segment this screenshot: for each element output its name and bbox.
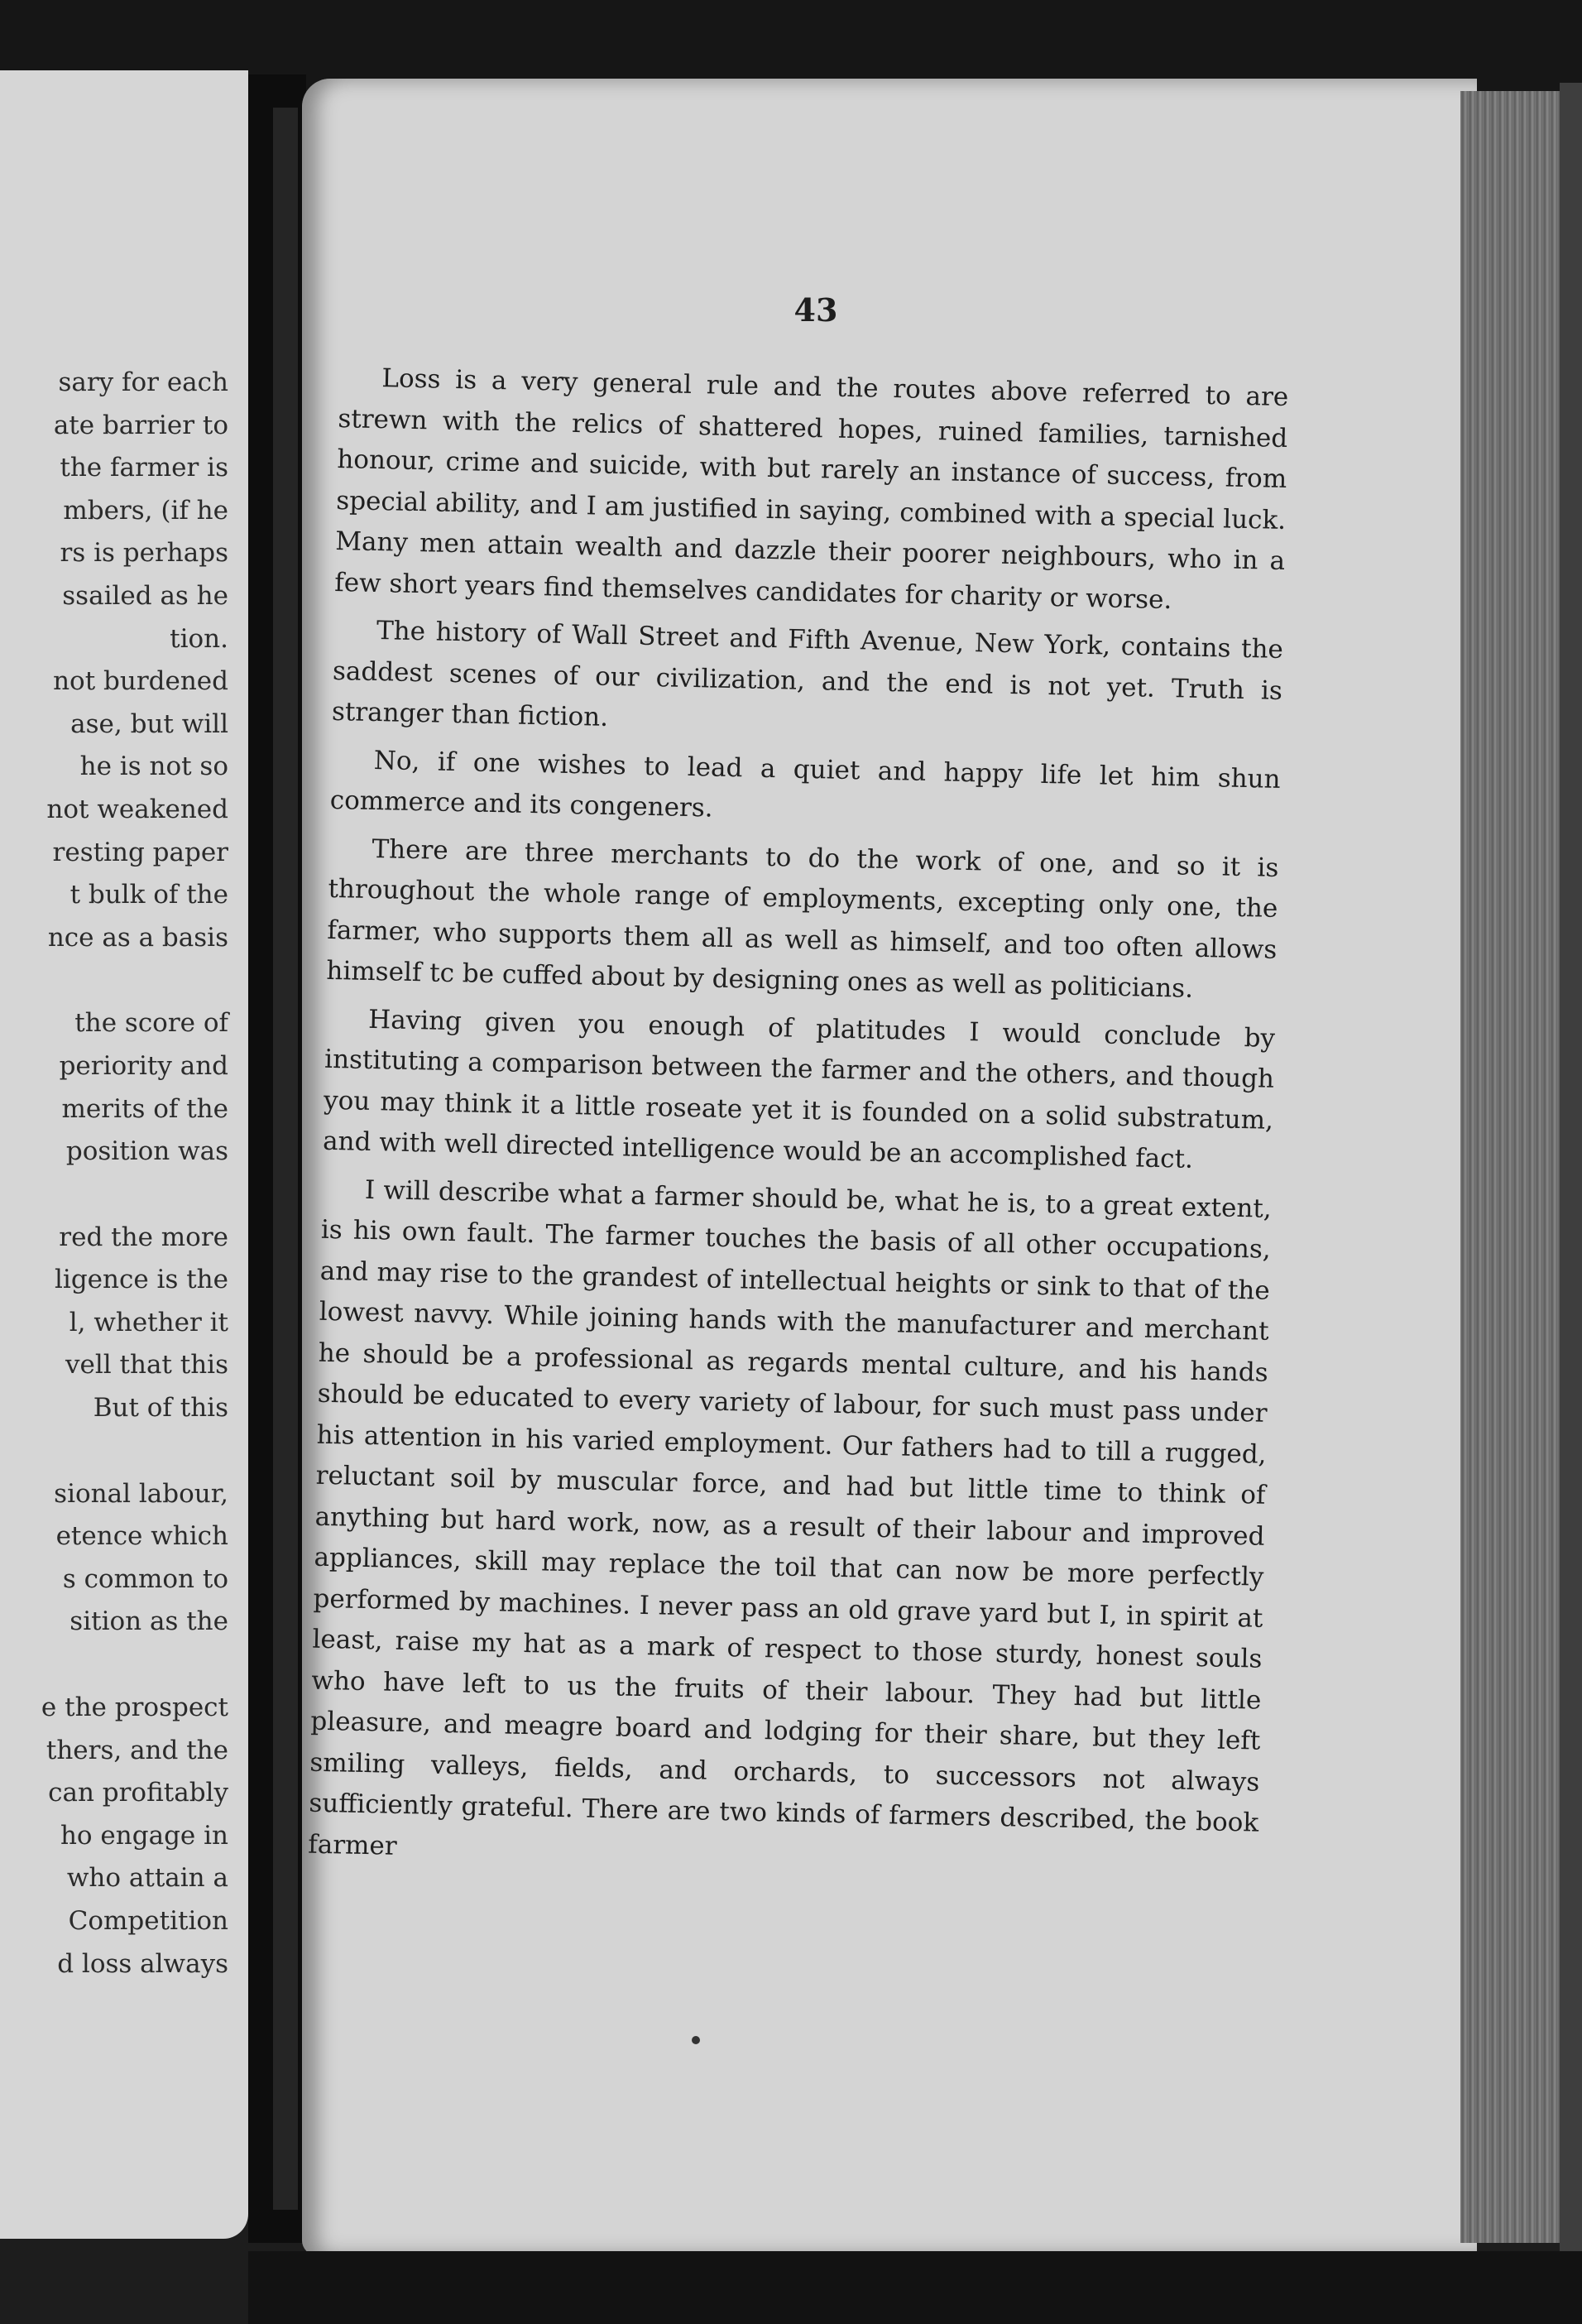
left-page-line: the farmer is (60, 453, 228, 483)
left-page-line: ligence is the (55, 1265, 228, 1295)
page-fore-edge (1460, 91, 1560, 2243)
left-page-line: nce as a basis (47, 922, 228, 953)
paragraph: I will describe what a farmer should be, what he is, to a great extent, is his own fault. The farmer touches the basis of all other occupations, and may rise to the grandest of intellectual heights or sink to that of the lowest navvy. While joining hands with the manufacturer and merchant he should be a professional as regards mental culture, and his hands should be educated to every variety of labour, for such must pass under his attention in his varied employment. Our fathers had to till a rugged, reluctant soil by muscular force, and had but little time to think of anything but hard work, now, as a result of their labour and improved appliances, skill may replace the toil that can now be more perfectly performed by machines. I never pass an old grave yard but I, in spirit at least, raise my hat as a mark of respect to those sturdy, honest souls who have left to us the fruits of their labour. They had but little pleasure, and meagre board and lodging for their share, but they left smiling valleys, fields, and orchards, to successors not always sufficiently grateful. There are two kinds of farmers described, the book farmer (307, 1174, 1273, 1861)
paragraph: The history of Wall Street and Fifth Avenue, New York, contains the saddest scenes of our civilization, and the end is not yet. Truth is stranger than fiction. (331, 616, 1284, 732)
left-page-line: Competition (68, 1906, 228, 1936)
left-page-line: sional labour, (54, 1478, 228, 1509)
left-page-line: position was (65, 1136, 228, 1167)
scanner-background-bottom (248, 2251, 1582, 2324)
left-page-line: thers, and the (46, 1735, 228, 1765)
paragraph: There are three merchants to do the work of one, and so it is throughout the whole range of employments, excepting only one, the farmer, who supports them all as well as himself, and too often allows himself tc be cuffed about by designing ones as well as politicians. (326, 833, 1279, 1004)
page-body-text (308, 358, 1289, 1892)
left-page-line: But of this (93, 1393, 228, 1424)
left-page-line: t bulk of the (70, 880, 228, 910)
left-page-line: he is not so (79, 751, 228, 782)
left-page-line: d loss always (57, 1948, 228, 1979)
left-page-line: can profitably (48, 1778, 228, 1808)
book-cover-edge (1560, 83, 1582, 2324)
left-page-line: ho engage in (60, 1820, 228, 1851)
left-page-line: tion. (170, 623, 228, 654)
left-page-line: s common to (62, 1563, 228, 1594)
left-page-gap (0, 1430, 228, 1473)
left-page-line: periority and (59, 1050, 228, 1081)
left-page-line: l, whether it (69, 1307, 228, 1337)
left-page-line: red the more (59, 1222, 228, 1252)
left-page-line: rs is perhaps (60, 538, 228, 569)
left-page-text (0, 362, 228, 1985)
printer-dot-mark (692, 2036, 700, 2044)
left-page-gap (0, 1174, 228, 1217)
left-page-line: not weakened (46, 794, 228, 824)
left-page-line: resting paper (52, 837, 228, 867)
paragraph: Having given you enough of platitudes I would conclude by instituting a comparison between the farmer and the others, and though you may think it a little roseate yet it is founded on a solid substratum, and with well directed intelligence would be an accomplished fact. (322, 1004, 1276, 1174)
left-page-line: who attain a (66, 1863, 228, 1894)
paragraph: No, if one wishes to lead a quiet and happy life let him shun commerce and its congeners. (329, 745, 1281, 823)
left-page-line: etence which (55, 1521, 228, 1552)
left-page-gap (0, 959, 228, 1002)
left-page-line: mbers, (if he (63, 495, 228, 526)
left-page-line: the score of (74, 1008, 228, 1039)
left-page-line: vell that this (65, 1350, 228, 1380)
left-page-line: not burdened (53, 666, 228, 697)
paragraph: Loss is a very general rule and the routes above referred to are strewn with the relics of shattered hopes, ruined families, tarnished honour, crime and suicide, with but rarely an instance of success, from special ability, and I am justified in saying, combined with a special luck. Many men attain wealth and dazzle their poorer neighbours, who in a few short years find themselves candidates for charity or worse. (333, 363, 1289, 615)
page-number: 43 (793, 291, 838, 329)
left-page-line: sition as the (70, 1606, 228, 1637)
left-page-line: sary for each (58, 367, 228, 397)
left-page-line: ssailed as he (62, 580, 228, 611)
left-page-line: merits of the (61, 1093, 228, 1124)
left-page-line: e the prospect (41, 1693, 228, 1723)
left-page-line: ase, but will (70, 708, 228, 739)
left-page-gap (0, 1644, 228, 1687)
left-facing-page (0, 70, 248, 2239)
left-page-line: ate barrier to (53, 410, 228, 440)
gutter-shadow (273, 108, 298, 2210)
